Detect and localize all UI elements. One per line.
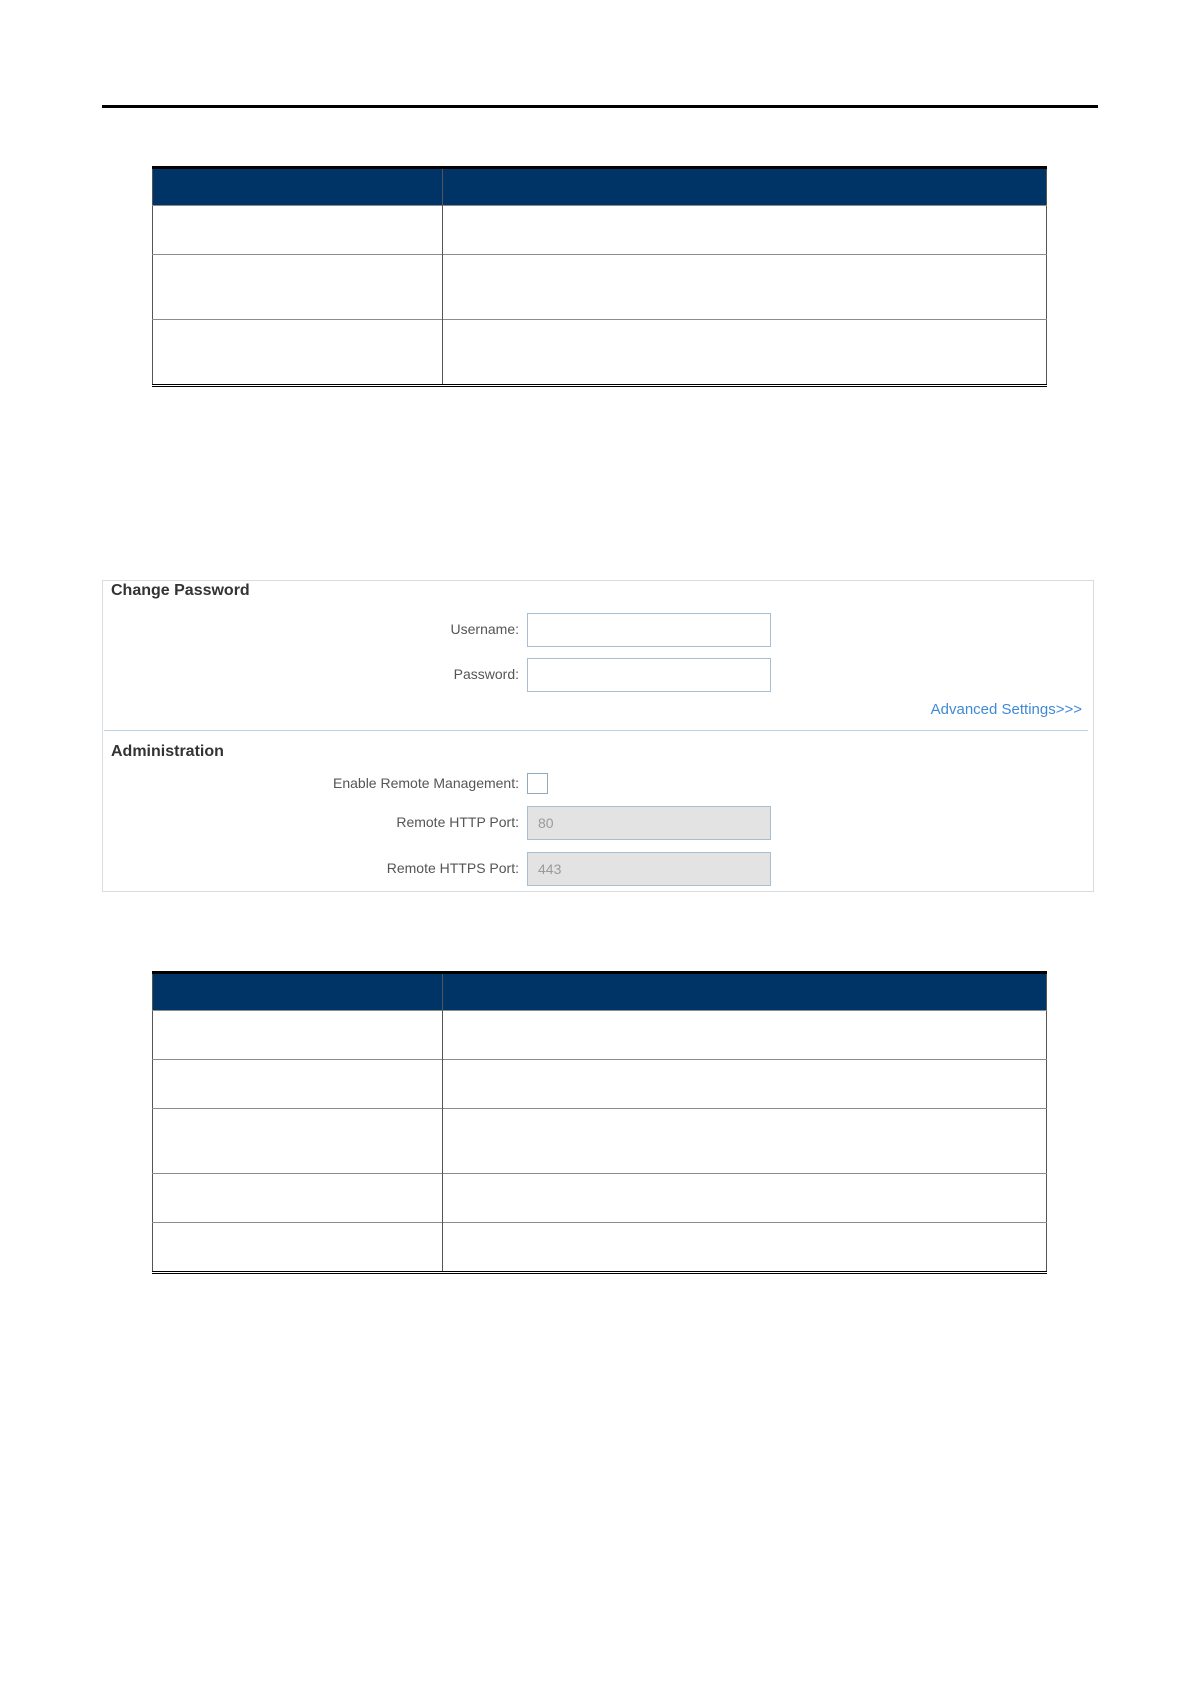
table-cell <box>153 206 443 255</box>
table-cell <box>153 1174 443 1223</box>
table-header-cell-description <box>443 168 1047 206</box>
table-row <box>153 1011 1047 1060</box>
section-divider <box>104 730 1088 731</box>
table-row <box>153 1109 1047 1174</box>
table-row <box>153 255 1047 320</box>
table-cell <box>153 1223 443 1273</box>
table-row <box>153 206 1047 255</box>
remote-http-port-input <box>527 806 771 840</box>
table-cell <box>443 1060 1047 1109</box>
table-cell <box>443 1223 1047 1273</box>
table-cell <box>443 1109 1047 1174</box>
table-cell <box>443 320 1047 386</box>
advanced-settings-link[interactable]: Advanced Settings>>> <box>930 701 1082 718</box>
administration-title: Administration <box>111 743 224 760</box>
table-row <box>153 1174 1047 1223</box>
table-header-cell-object <box>153 973 443 1011</box>
table-cell <box>153 320 443 386</box>
parameter-table-2 <box>152 971 1047 1274</box>
page-header-rule <box>102 105 1098 108</box>
remote-https-port-input <box>527 852 771 886</box>
table-cell <box>153 1060 443 1109</box>
enable-remote-management-label: Enable Remote Management: <box>333 775 519 791</box>
table-header-cell-object <box>153 168 443 206</box>
remote-https-port-label: Remote HTTPS Port: <box>386 860 519 876</box>
remote-http-port-label: Remote HTTP Port: <box>396 814 519 830</box>
table-header-cell-description <box>443 973 1047 1011</box>
table-header-row <box>153 973 1047 1011</box>
table-cell <box>443 206 1047 255</box>
table-row <box>153 320 1047 386</box>
table-header-row <box>153 168 1047 206</box>
table-row <box>153 1223 1047 1273</box>
table-cell <box>153 1011 443 1060</box>
parameter-table-1 <box>152 166 1047 387</box>
enable-remote-management-checkbox[interactable] <box>527 773 548 794</box>
password-input[interactable] <box>527 658 771 692</box>
password-label: Password: <box>453 666 519 682</box>
table-cell <box>443 1011 1047 1060</box>
username-label: Username: <box>450 621 519 637</box>
settings-panel <box>102 580 1094 892</box>
table-cell <box>443 1174 1047 1223</box>
table-row <box>153 1060 1047 1109</box>
username-input[interactable] <box>527 613 771 647</box>
table-cell <box>153 255 443 320</box>
table-cell <box>443 255 1047 320</box>
change-password-title: Change Password <box>111 582 250 599</box>
table-cell <box>153 1109 443 1174</box>
